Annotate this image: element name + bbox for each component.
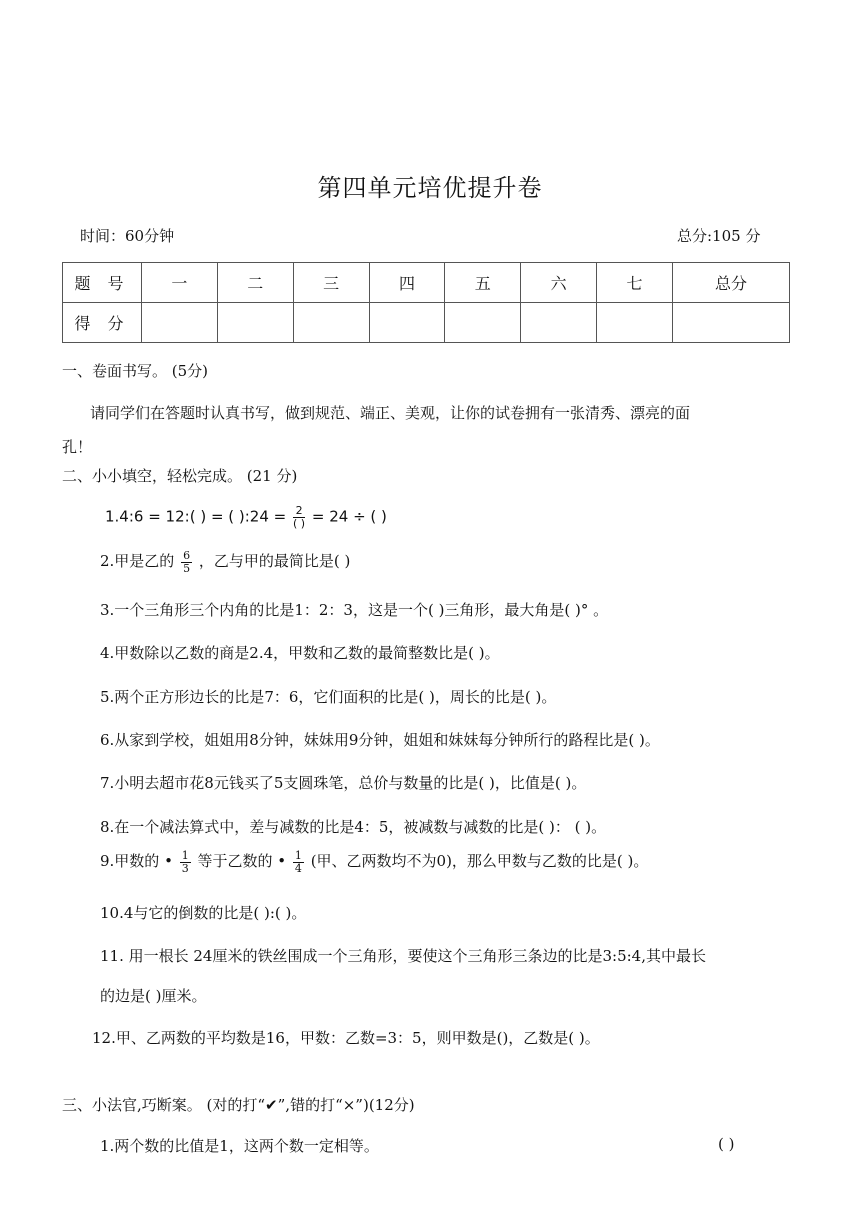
section-1-text-cont: 孔！ — [62, 438, 93, 456]
fraction — [293, 505, 305, 529]
table-cell: 题 号 — [63, 263, 142, 303]
score-input-cell[interactable] — [293, 303, 369, 343]
score-input-cell[interactable] — [217, 303, 293, 343]
question-1 — [105, 505, 387, 529]
question-6: 6.从家到学校，姐姐用8分钟，妹妹用9分钟，姐姐和妹妹每分钟所行的路程比是( )。 — [100, 731, 660, 749]
question-9-text-mid: 等于乙数的 • — [197, 852, 287, 871]
answer-paren[interactable]: ( ) — [718, 1135, 735, 1153]
page-title: 第四单元培优提升卷 — [317, 174, 543, 202]
question-11: 11. 用一根长 24厘米的铁丝围成一个三角形，要使这个三角形三条边的比是3:5:4,其中最长 — [100, 947, 706, 965]
table-cell: 七 — [597, 263, 673, 303]
score-input-cell[interactable] — [142, 303, 218, 343]
question-10: 10.4与它的倒数的比是( ):( )。 — [100, 904, 307, 922]
section-1-heading: 一、卷面书写。 (5分) — [62, 362, 209, 380]
fraction-numerator: 1 — [181, 849, 189, 862]
question-8: 8.在一个减法算式中，差与减数的比是4：5，被减数与减数的比是( )： ( )。 — [100, 818, 607, 836]
score-input-cell[interactable] — [521, 303, 597, 343]
fraction-denominator: 5 — [183, 561, 191, 575]
question-5: 5.两个正方形边长的比是7：6，它们面积的比是( )，周长的比是( )。 — [100, 688, 557, 706]
table-cell: 六 — [521, 263, 597, 303]
fraction — [181, 550, 192, 574]
fraction-denominator: ( ) — [293, 516, 306, 530]
total-score: 总分:105 分 — [677, 227, 761, 245]
fraction — [293, 850, 304, 874]
section-2-heading: 二、小小填空，轻松完成。 (21 分) — [62, 467, 298, 485]
question-2-text-end: ，乙与甲的最简比是( ) — [198, 552, 351, 571]
table-cell: 五 — [445, 263, 521, 303]
score-input-cell[interactable] — [445, 303, 521, 343]
fraction-numerator: 1 — [294, 849, 302, 862]
question-4: 4.甲数除以乙数的商是2.4，甲数和乙数的最简整数比是( )。 — [100, 644, 500, 662]
table-cell: 四 — [369, 263, 445, 303]
section-1-text: 请同学们在答题时认真书写，做到规范、端正、美观，让你的试卷拥有一张清秀、漂亮的面 — [90, 404, 691, 422]
table-cell: 三 — [293, 263, 369, 303]
table-cell: 一 — [142, 263, 218, 303]
table-cell: 总分 — [673, 263, 790, 303]
score-input-cell[interactable] — [597, 303, 673, 343]
time-limit: 时间：60分钟 — [80, 227, 175, 245]
fraction-numerator: 6 — [183, 549, 191, 562]
judge-question-1: 1.两个数的比值是1，这两个数一定相等。 — [100, 1137, 379, 1155]
fraction-denominator: 3 — [181, 861, 189, 875]
question-11-cont: 的边是( )厘米。 — [100, 987, 207, 1005]
score-table — [62, 262, 790, 343]
table-row-header — [63, 263, 790, 303]
fraction-denominator: 4 — [294, 861, 302, 875]
question-2-text: 2.甲是乙的 — [100, 552, 175, 571]
question-9 — [100, 850, 648, 874]
table-cell: 二 — [217, 263, 293, 303]
score-input-cell[interactable] — [369, 303, 445, 343]
table-row-score — [63, 303, 790, 343]
fraction — [180, 850, 191, 874]
question-9-text: 9.甲数的 • — [100, 852, 173, 871]
question-12: 12.甲、乙两数的平均数是16，甲数：乙数=3：5，则甲数是()，乙数是( )。 — [92, 1029, 600, 1047]
table-cell: 得 分 — [63, 303, 142, 343]
question-3: 3.一个三角形三个内角的比是1：2：3，这是一个( )三角形，最大角是( )° 。 — [100, 601, 609, 619]
question-1-text: 1.4:6 = 12:( ) = ( ):24 = — [105, 507, 287, 526]
question-2 — [100, 550, 350, 574]
fraction-numerator: 2 — [293, 505, 305, 518]
section-3-heading: 三、小法官,巧断案。 (对的打“✔”,错的打“×”)(12分) — [62, 1096, 415, 1114]
question-7: 7.小明去超市花8元钱买了5支圆珠笔，总价与数量的比是( )，比值是( )。 — [100, 774, 587, 792]
question-1-text-end: = 24 ÷ ( ) — [311, 507, 387, 526]
score-input-cell[interactable] — [673, 303, 790, 343]
question-9-text-end: (甲、乙两数均不为0)，那么甲数与乙数的比是( )。 — [310, 852, 649, 871]
